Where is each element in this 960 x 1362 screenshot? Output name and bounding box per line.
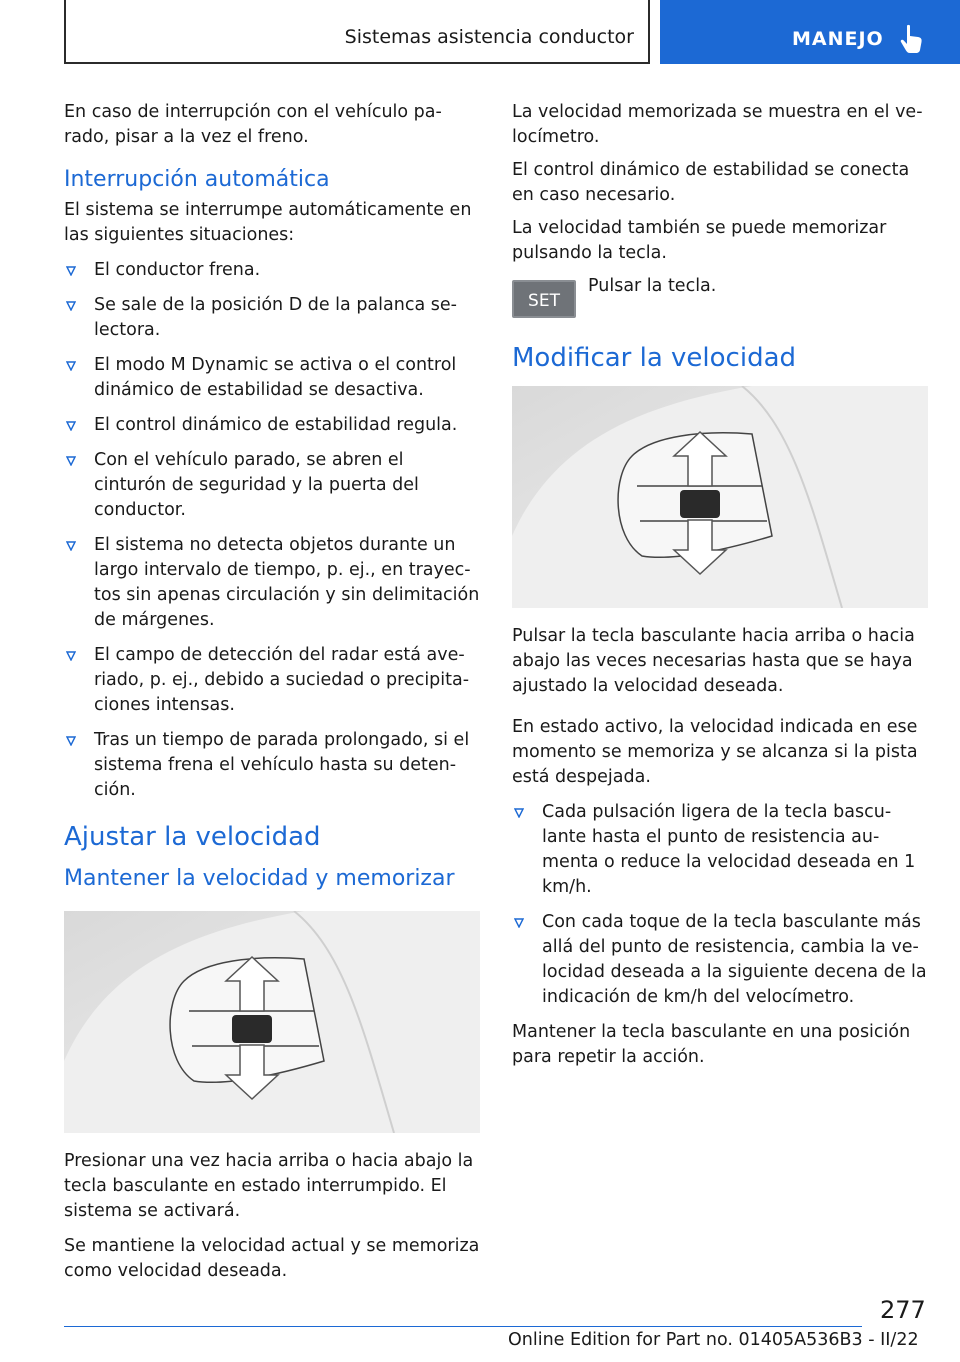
repeat-paragraph: Mantener la tecla basculante en una posición para repetir la acción. xyxy=(512,1022,911,1067)
memorize-key-paragraph: La velocidad también se puede memorizar pulsando la tecla. xyxy=(512,218,887,263)
footer-edition: Online Edition for Part no. 01405A536B3 - II/22 xyxy=(508,1330,919,1350)
triangle-bullet-icon xyxy=(66,541,76,551)
page-number: 277 xyxy=(880,1296,926,1324)
modify-paragraph-2: En estado activo, la velocidad indicada en ese momento se memoriza y se alcanza si la pista está despejada. xyxy=(512,717,918,787)
list-item: Cada pulsación ligera de la tecla bascu-lante hasta el punto de resistencia au-menta o reduce la velocidad deseada en 1 km/h. xyxy=(512,800,928,900)
triangle-bullet-icon xyxy=(66,736,76,746)
modify-list xyxy=(512,800,928,1010)
right-column xyxy=(512,100,928,1070)
triangle-bullet-icon xyxy=(514,808,524,818)
triangle-bullet-icon xyxy=(66,456,76,466)
steering-wheel-rocker-image xyxy=(64,911,480,1133)
auto-interruption-list xyxy=(64,258,480,803)
section-tab xyxy=(64,0,650,64)
list-item: Tras un tiempo de parada prolongado, si el sistema frena el vehículo hasta su deten-ción. xyxy=(64,728,480,803)
triangle-bullet-icon xyxy=(66,651,76,661)
triangle-bullet-icon xyxy=(66,361,76,371)
list-item: Con cada toque de la tecla basculante más allá del punto de resistencia, cambia la ve-locidad deseada a la siguiente decena de la indicación de km/h del velocímetro. xyxy=(512,910,928,1010)
steering-wheel-rocker-image-2 xyxy=(512,386,928,608)
triangle-bullet-icon xyxy=(66,421,76,431)
auto-intro-paragraph: El sistema se interrumpe automáticamente en las siguientes situaciones: xyxy=(64,200,472,245)
list-item: El sistema no detecta objetos durante un largo intervalo de tiempo, p. ej., en trayec-tos sin apenas circulación y sin delimitación de márgenes. xyxy=(64,533,480,633)
list-item: El campo de detección del radar está ave-riado, p. ej., debido a suciedad o precipita-ciones intensas. xyxy=(64,643,480,718)
triangle-bullet-icon xyxy=(514,918,524,928)
maintain-paragraph-2: Se mantiene la velocidad actual y se memoriza como velocidad deseada. xyxy=(64,1236,480,1281)
list-item: El conductor frena. xyxy=(64,258,480,283)
set-key-row xyxy=(512,274,928,334)
heading-modify-speed: Modificar la velocidad xyxy=(512,343,797,373)
page-header xyxy=(0,0,960,64)
modify-paragraph-1: Pulsar la tecla basculante hacia arriba o hacia abajo las veces necesarias hasta que se haya ajustado la velocidad deseada. xyxy=(512,626,915,696)
left-column xyxy=(64,100,480,1284)
list-item: El modo M Dynamic se activa o el control dinámico de estabilidad se desactiva. xyxy=(64,353,480,403)
hand-pointer-icon xyxy=(898,24,924,54)
chapter-label: MANEJO xyxy=(792,28,884,50)
triangle-bullet-icon xyxy=(66,301,76,311)
triangle-bullet-icon xyxy=(66,266,76,276)
intro-paragraph: En caso de interrupción con el vehículo pa-rado, pisar a la vez el freno. xyxy=(64,102,442,147)
set-button-icon: SET xyxy=(512,280,576,318)
maintain-paragraph-1: Presionar una vez hacia arriba o hacia abajo la tecla basculante en estado interrumpido. El sistema se activará. xyxy=(64,1151,474,1221)
list-item: Con el vehículo parado, se abren el cinturón de seguridad y la puerta del conductor. xyxy=(64,448,480,523)
heading-maintain-memorize: Mantener la velocidad y memorizar xyxy=(64,866,455,891)
memorized-speed-paragraph: La velocidad memorizada se muestra en el ve-locímetro. xyxy=(512,102,923,147)
list-item: Se sale de la posición D de la palanca se-lectora. xyxy=(64,293,480,343)
stability-paragraph: El control dinámico de estabilidad se conecta en caso necesario. xyxy=(512,160,910,205)
footer-divider xyxy=(64,1326,862,1327)
heading-auto-interruption: Interrupción automática xyxy=(64,167,330,192)
list-item: El control dinámico de estabilidad regula. xyxy=(64,413,480,438)
section-title: Sistemas asistencia conductor xyxy=(344,26,634,48)
set-key-text: Pulsar la tecla. xyxy=(588,276,717,296)
heading-adjust-speed: Ajustar la velocidad xyxy=(64,822,321,852)
